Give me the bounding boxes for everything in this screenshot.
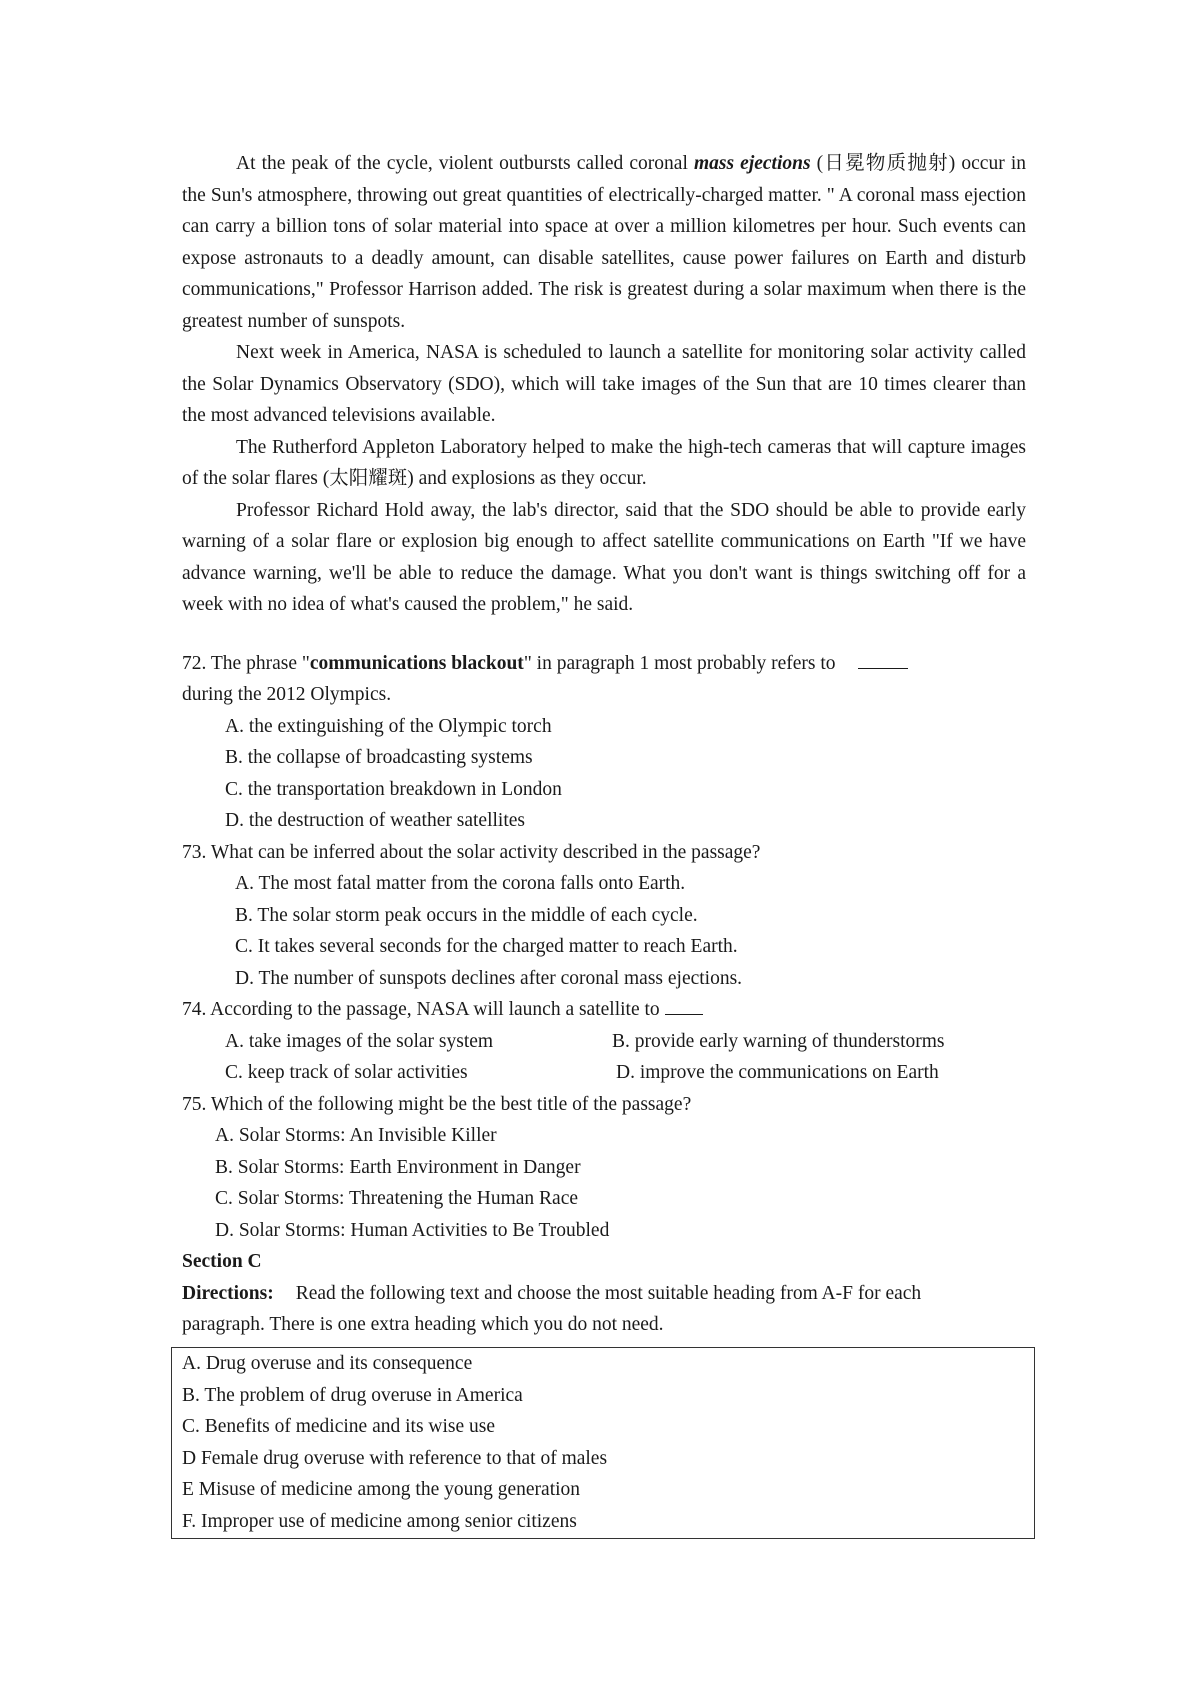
heading-option-d: D Female drug overuse with reference to that of males: [182, 1447, 608, 1469]
heading-option-b: B. The problem of drug overuse in America: [182, 1384, 523, 1406]
question-72-option-a[interactable]: A. the extinguishing of the Olympic torch: [225, 715, 552, 737]
question-74-options-row-2: [182, 1057, 1026, 1089]
question-74-option-c[interactable]: C. keep track of solar activities: [225, 1062, 468, 1083]
passage-paragraph-2: Next week in America, NASA is scheduled to launch a satellite for monitoring solar activity called the Solar Dynamics Observatory (SDO), which will take images of the Sun that are 10 times clearer than the most advanced televisions available.: [182, 342, 1026, 426]
directions-text: Read the following text and choose the most suitable heading from A-F for each: [295, 1282, 922, 1304]
question-74-option-d[interactable]: D. improve the communications on Earth: [616, 1062, 939, 1083]
q72-stem-start: 72. The phrase ": [182, 652, 310, 674]
question-73: [182, 837, 1026, 995]
answer-blank[interactable]: [665, 996, 703, 1015]
question-73-stem: 73. What can be inferred about the solar activity described in the passage?: [182, 841, 761, 863]
heading-option-f: F. Improper use of medicine among senior citizens: [182, 1510, 577, 1532]
question-75-stem: 75. Which of the following might be the best title of the passage?: [182, 1093, 692, 1115]
headings-box: [171, 1347, 1035, 1539]
exam-page: [182, 148, 1026, 1341]
heading-option-a: A. Drug overuse and its consequence: [182, 1353, 473, 1374]
heading-option-e: E Misuse of medicine among the young generation: [182, 1479, 581, 1500]
section-c-title: [182, 1246, 1026, 1278]
heading-option-c: C. Benefits of medicine and its wise use: [182, 1416, 496, 1437]
section-title: Section C: [182, 1251, 262, 1272]
p1-text-start: At the peak of the cycle, violent outbursts called coronal: [236, 153, 694, 174]
question-73-option-c[interactable]: C. It takes several seconds for the charged matter to reach Earth.: [235, 936, 738, 957]
question-72-stem: [182, 648, 1026, 680]
question-73-option-a[interactable]: A. The most fatal matter from the corona falls onto Earth.: [235, 873, 686, 894]
question-72-option-d[interactable]: D. the destruction of weather satellites: [225, 810, 525, 831]
passage-paragraph-4: Professor Richard Hold away, the lab's director, said that the SDO should be able to provide early warning of a solar flare or explosion big enough to affect satellite communications on Earth "If we have advance warning, we'll be able to reduce the damage. What you don't want is things switching off for a week with no idea of what's caused the problem," he said.: [182, 499, 1026, 615]
section-c-directions: [182, 1278, 1026, 1310]
question-74: [182, 994, 1026, 1089]
q72-stem-end: " in paragraph 1 most probably refers to: [523, 652, 836, 674]
question-75-option-b[interactable]: B. Solar Storms: Earth Environment in Danger: [215, 1156, 581, 1178]
question-74-option-b[interactable]: B. provide early warning of thunderstorms: [612, 1030, 945, 1052]
question-73-option-d[interactable]: D. The number of sunspots declines after coronal mass ejections.: [235, 967, 743, 989]
section-c-directions-line2: paragraph. There is one extra heading which you do not need.: [182, 1314, 664, 1335]
question-72-option-b[interactable]: B. the collapse of broadcasting systems: [225, 747, 533, 768]
question-75-option-c[interactable]: C. Solar Storms: Threatening the Human Race: [215, 1188, 579, 1209]
question-73-option-b[interactable]: B. The solar storm peak occurs in the middle of each cycle.: [235, 904, 698, 926]
passage-paragraph-1: [182, 148, 1026, 337]
passage-paragraph-3: The Rutherford Appleton Laboratory helped to make the high-tech cameras that will capture images of the solar flares (太阳耀斑) and explosions as they occur.: [182, 436, 1026, 489]
q72-key-term: communications blackout: [309, 652, 524, 674]
question-75-option-d[interactable]: D. Solar Storms: Human Activities to Be Troubled: [215, 1219, 610, 1241]
question-75-option-a[interactable]: A. Solar Storms: An Invisible Killer: [215, 1125, 497, 1146]
question-72-option-c[interactable]: C. the transportation breakdown in London: [225, 778, 562, 800]
p1-key-term: mass ejections: [693, 153, 811, 174]
answer-blank[interactable]: [858, 650, 908, 669]
question-72: [182, 648, 1026, 837]
question-74-stem: 74. According to the passage, NASA will launch a satellite to: [182, 999, 660, 1020]
directions-label: Directions:: [182, 1282, 274, 1304]
question-72-stem-line2: during the 2012 Olympics.: [182, 684, 392, 705]
p1-text-end: (日冕物质抛射) occur in the Sun's atmosphere, throwing out great quantities of electrically-charged matter. " A coronal mass ejection can carry a billion tons of solar material into space at over a million kilometres per hour. Such events can expose astronauts to a deadly amount, can disable satellites, cause power failures on Earth and disturb communications," Professor Harrison added. The risk is greatest during a solar maximum when there is the greatest number of sunspots.: [182, 153, 1026, 332]
question-75: [182, 1089, 1026, 1247]
question-74-options-row-1: [182, 1026, 1026, 1058]
question-74-option-a[interactable]: A. take images of the solar system: [225, 1030, 494, 1052]
question-74-stem-row: [182, 994, 1026, 1026]
